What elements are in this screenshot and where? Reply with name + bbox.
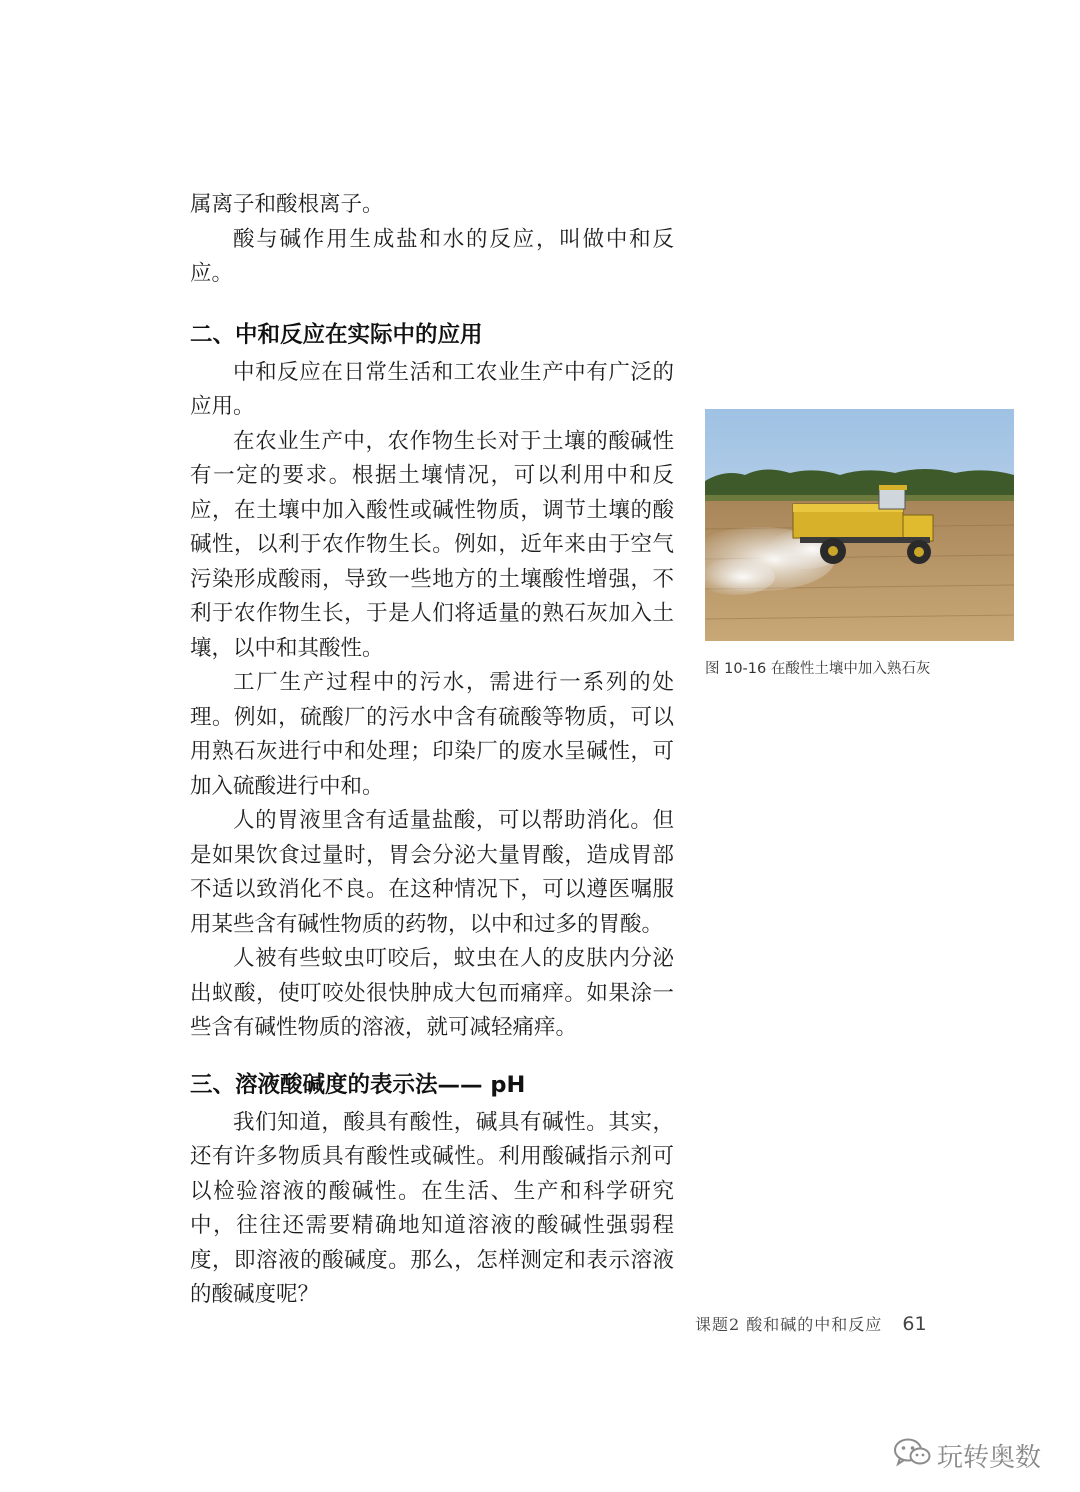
watermark	[893, 1437, 1041, 1474]
paragraph-agriculture: 在农业生产中，农作物生长对于土壤的酸碱性有一定的要求。根据土壤情况，可以利用中和反应，在土壤中加入酸性或碱性物质，调节土壤的酸碱性，以利于农作物生长。例如，近年来由于空气污染形成酸雨，导致一些地方的土壤酸性增强，不利于农作物生长，于是人们将适量的熟石灰加入土壤，以中和其酸性。	[190, 428, 674, 661]
watermark-text: 玩转奥数	[937, 1443, 1042, 1473]
paragraph-stomach-acid: 人的胃液里含有适量盐酸，可以帮助消化。但是如果饮食过量时，胃会分泌大量胃酸，造成胃部不适以致消化不良。在这种情况下，可以遵医嘱服用某些含有碱性物质的药物，以中和过多的胃酸。	[190, 808, 674, 937]
paragraph-insect-bites: 人被有些蚊虫叮咬后，蚊虫在人的皮肤内分泌出蚁酸，使叮咬处很快肿成大包而痛痒。如果涂一些含有碱性物质的溶液，就可减轻痛痒。	[190, 946, 674, 1040]
paragraph-ph-intro: 我们知道，酸具有酸性，碱具有碱性。其实，还有许多物质具有酸性或碱性。利用酸碱指示剂可以检验溶液的酸碱性。在生活、生产和科学研究中，往往还需要精确地知道溶液的酸碱性强弱程度，即溶液的酸碱度。那么，怎样测定和表示溶液的酸碱度呢？	[190, 1109, 674, 1307]
paragraph-industry-wastewater: 工厂生产过程中的污水，需进行一系列的处理。例如，硫酸厂的污水中含有硫酸等物质，可以用熟石灰进行中和处理；印染厂的废水呈碱性，可加入硫酸进行中和。	[190, 670, 674, 799]
section-heading-ph: 三、溶液酸碱度的表示法—— pH	[190, 1071, 526, 1098]
paragraph-applications-intro: 中和反应在日常生活和工农业生产中有广泛的应用。	[190, 359, 674, 419]
page-footer	[695, 1312, 927, 1335]
main-text-column	[190, 188, 674, 1313]
figure-photo-lime-spreading	[705, 409, 1014, 641]
figure-caption: 图 10-16 在酸性土壤中加入熟石灰	[705, 661, 931, 677]
section-heading-applications: 二、中和反应在实际中的应用	[190, 321, 483, 348]
footer-chapter-title: 课题2 酸和碱的中和反应	[695, 1315, 883, 1334]
paragraph-neutralization-definition: 酸与碱作用生成盐和水的反应，叫做中和反应。	[190, 226, 674, 286]
wechat-icon	[893, 1437, 931, 1474]
tractor-field-illustration	[705, 409, 1014, 641]
page-number: 61	[902, 1313, 927, 1335]
paragraph-continuation: 属离子和酸根离子。	[190, 192, 384, 217]
